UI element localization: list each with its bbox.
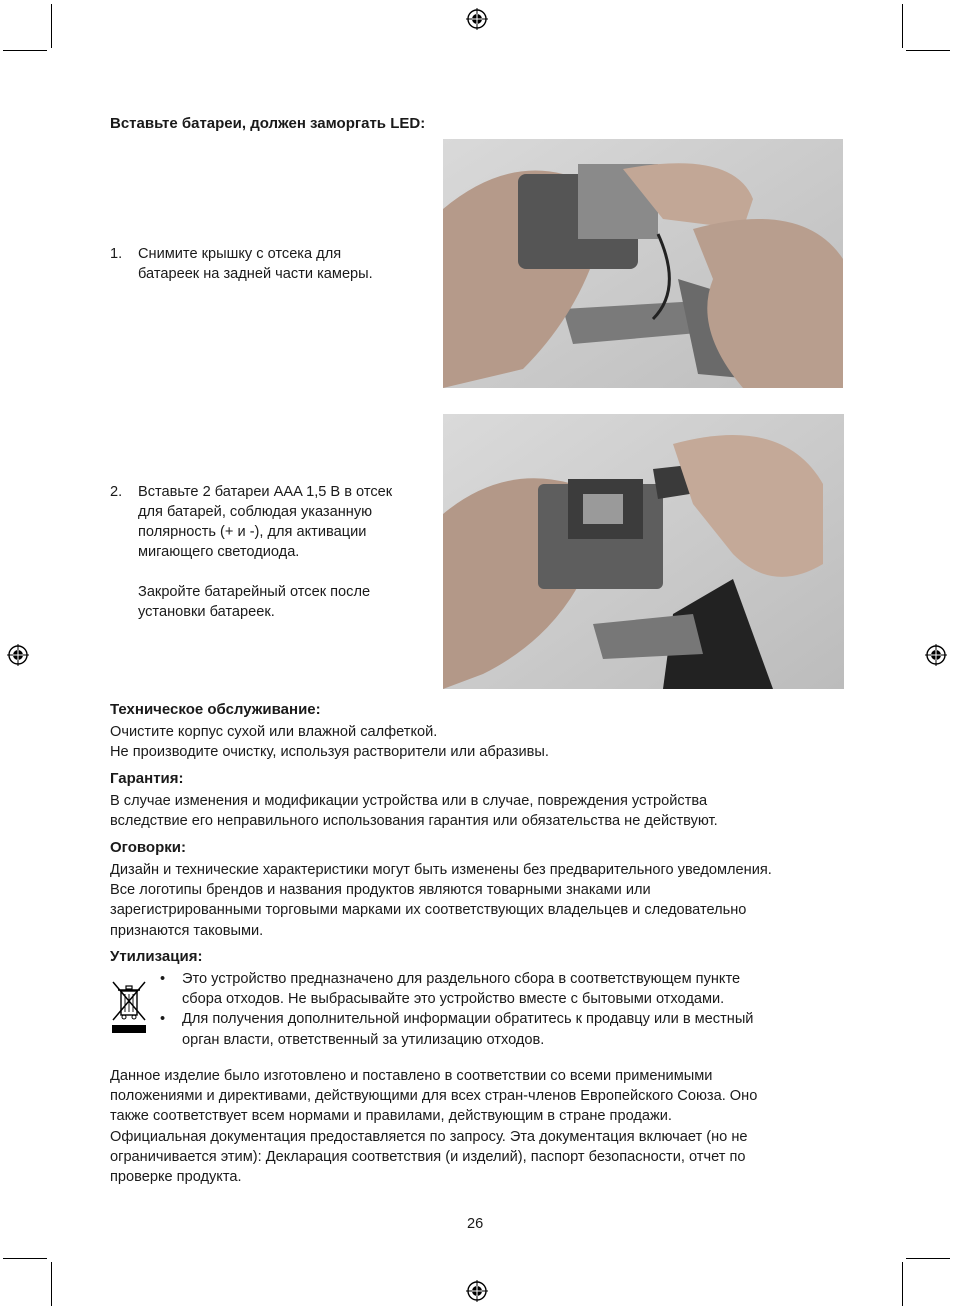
step-number: 1. — [110, 246, 123, 262]
crop-mark — [906, 50, 950, 51]
photo-insert-batteries — [443, 414, 844, 689]
photo-remove-battery-cover — [443, 139, 843, 388]
registration-mark-icon — [7, 644, 29, 666]
crop-mark — [3, 50, 47, 51]
crop-mark — [51, 4, 52, 48]
step-1-text: Снимите крышку с отсека для батареек на задней части камеры. — [138, 246, 373, 282]
warranty-section: Гарантия: В случае изменения и модификации устройства или в случае, повреждения устройства вследствие его неправильного использования гарантия или обязательства не действуют. — [110, 770, 850, 831]
section-heading-led: Вставьте батареи, должен заморгать LED: — [110, 115, 426, 132]
section-heading-disposal: Утилизация: — [110, 948, 203, 965]
step-2-text: Вставьте 2 батареи AAA 1,5 В в отсек для батарей, соблюдая указанную полярность (+ и -), для активации мигающего светодиода. Закройте батарейный отсек после установки батареек. — [138, 484, 393, 620]
crop-mark — [3, 1258, 47, 1259]
page-number: 26 — [467, 1216, 484, 1232]
step-number: 2. — [110, 484, 123, 500]
disposal-bullets — [156, 969, 856, 1050]
section-heading-warranty: Гарантия: — [110, 770, 184, 787]
crop-mark — [51, 1262, 52, 1306]
list-item: • Это устройство предназначено для раздельного сбора в соответствующем пункте сбора отходов. Не выбрасывайте это устройство вместе с бытовыми отходами. — [156, 969, 856, 1009]
list-item: • Для получения дополнительной информации обратитесь к продавцу или в местный орган власти, ответственный за утилизацию отходов. — [156, 1009, 856, 1049]
section-heading-disclaimer: Оговорки: — [110, 839, 186, 856]
crop-mark — [906, 1258, 950, 1259]
registration-mark-icon — [466, 8, 488, 30]
section-heading-maintenance: Техническое обслуживание: — [110, 701, 321, 718]
crossed-out-bin-icon — [111, 980, 147, 1034]
compliance-paragraph: Данное изделие было изготовлено и поставлено в соответствии со всеми применимыми положениями и директивами, действующими для всех стран-членов Европейского Союза. Оно также соответствует всем нормами и правилами, действующим в стране продажи. Официальная документация предоставляется по запросу. Эта документация включает (но не ограничивается этим): Декларация соответствия (и изделий), паспорт безопасности, отчет по проверке продукта. — [110, 1068, 758, 1186]
maintenance-section: Техническое обслуживание: Очистите корпус сухой или влажной салфеткой. Не производите очистку, используя растворители или абразивы. — [110, 701, 850, 762]
registration-mark-icon — [466, 1280, 488, 1302]
disclaimer-section: Оговорки: Дизайн и технические характеристики могут быть изменены без предварительного уведомления. Все логотипы брендов и названия продуктов являются товарными знаками или зарегистрированными торговыми марками их соответствующих владельцев и следовательно признаются таковыми. — [110, 839, 855, 941]
registration-mark-icon — [925, 644, 947, 666]
crop-mark — [902, 1262, 903, 1306]
crop-mark — [902, 4, 903, 48]
